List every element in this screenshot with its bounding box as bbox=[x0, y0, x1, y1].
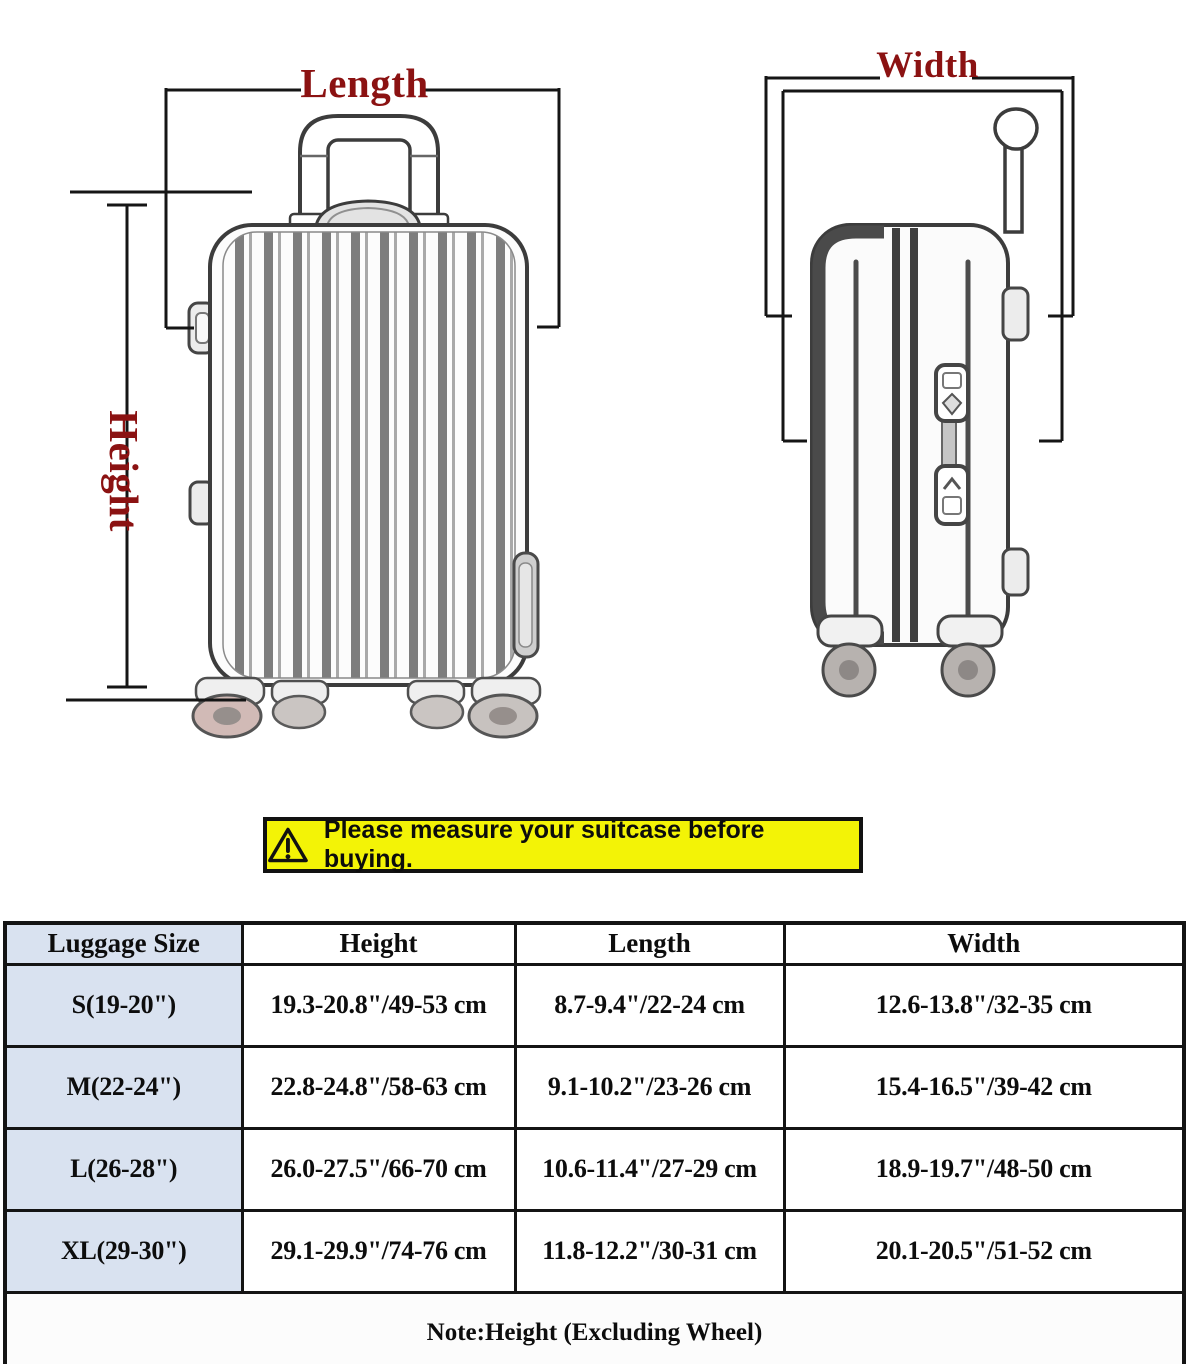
table-row-m bbox=[5, 1046, 1184, 1128]
size-cell: M(22-24") bbox=[5, 1046, 242, 1128]
trolley-pole bbox=[1005, 147, 1022, 232]
header-length: Length bbox=[515, 923, 784, 964]
width-cell: 15.4-16.5"/39-42 cm bbox=[784, 1046, 1184, 1128]
width-label: Width bbox=[876, 45, 979, 86]
table-row-l bbox=[5, 1128, 1184, 1210]
header-luggage-size: Luggage Size bbox=[5, 923, 242, 964]
height-cell: 22.8-24.8"/58-63 cm bbox=[242, 1046, 515, 1128]
size-cell: S(19-20") bbox=[5, 964, 242, 1046]
table-header-row bbox=[5, 923, 1184, 964]
table-row-s bbox=[5, 964, 1184, 1046]
length-cell: 11.8-12.2"/30-31 cm bbox=[515, 1210, 784, 1292]
height-label: Height bbox=[101, 410, 147, 532]
table-row-xl bbox=[5, 1210, 1184, 1292]
length-label: Length bbox=[300, 60, 429, 106]
warning-banner bbox=[263, 817, 863, 873]
height-cell: 29.1-29.9"/74-76 cm bbox=[242, 1210, 515, 1292]
size-cell: XL(29-30") bbox=[5, 1210, 242, 1292]
height-cell: 26.0-27.5"/66-70 cm bbox=[242, 1128, 515, 1210]
side-latch bbox=[1003, 549, 1028, 595]
suitcase-front-view bbox=[189, 116, 540, 737]
size-cell: L(26-28") bbox=[5, 1128, 242, 1210]
trolley-knob bbox=[995, 109, 1037, 149]
warning-triangle-icon bbox=[267, 826, 309, 864]
note-cell: Note:Height (Excluding Wheel) bbox=[5, 1292, 1184, 1364]
length-cell: 8.7-9.4"/22-24 cm bbox=[515, 964, 784, 1046]
header-height: Height bbox=[242, 923, 515, 964]
width-cell: 18.9-19.7"/48-50 cm bbox=[784, 1128, 1184, 1210]
warning-text: Please measure your suitcase before buying. bbox=[323, 816, 765, 873]
suitcase-side-view bbox=[812, 109, 1037, 696]
height-cell: 19.3-20.8"/49-53 cm bbox=[242, 964, 515, 1046]
width-cell: 12.6-13.8"/32-35 cm bbox=[784, 964, 1184, 1046]
side-latch bbox=[1003, 288, 1028, 340]
size-table bbox=[3, 921, 1186, 1364]
length-cell: 9.1-10.2"/23-26 cm bbox=[515, 1046, 784, 1128]
header-width: Width bbox=[784, 923, 1184, 964]
table-note-row bbox=[5, 1292, 1184, 1364]
width-cell: 20.1-20.5"/51-52 cm bbox=[784, 1210, 1184, 1292]
length-cell: 10.6-11.4"/27-29 cm bbox=[515, 1128, 784, 1210]
